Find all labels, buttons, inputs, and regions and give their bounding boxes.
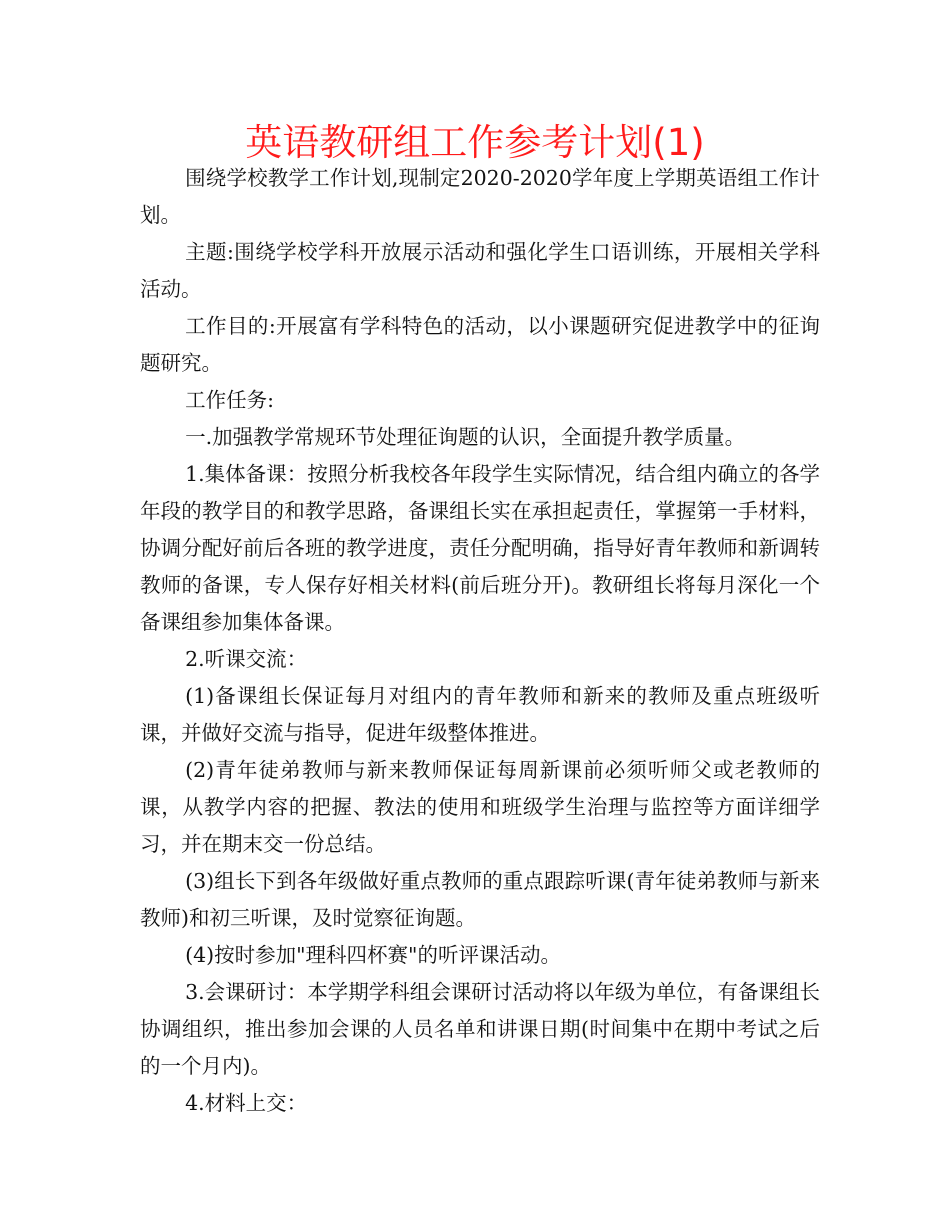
- document-title: 英语教研组工作参考计划(1): [245, 121, 705, 164]
- paragraph-item-4: (4)按时参加"理科四杯赛"的听评课活动。: [185, 943, 561, 967]
- paragraph-goal: 工作目的:开展富有学科特色的活动，以小课题研究促进教学中的征询题研究。: [140, 314, 820, 375]
- paragraph-item-2: (2)青年徒弟教师与新来教师保证每周新课前必须听师父或老教师的课，从教学内容的把握、教法的使用和班级学生治理与监控等方面详细学习，并在期末交一份总结。: [140, 758, 820, 856]
- paragraph-intro: 围绕学校教学工作计划,现制定2020-2020学年度上学期英语组工作计划。: [140, 166, 820, 227]
- document-body: [140, 160, 820, 1122]
- paragraph-item-3: (3)组长下到各年级做好重点教师的重点跟踪听课(青年徒弟教师与新来教师)和初三听课，及时觉察征询题。: [140, 869, 820, 930]
- paragraph-lesson-observation: 2.听课交流：: [185, 647, 308, 671]
- paragraph-theme: 主题:围绕学校学科开放展示活动和强化学生口语训练，开展相关学科活动。: [140, 240, 820, 301]
- paragraph-materials: 4.材料上交：: [185, 1091, 308, 1115]
- paragraph-collective-prep: 1.集体备课：按照分析我校各年段学生实际情况，结合组内确立的各学年段的教学目的和教学思路，备课组长实在承担起责任，掌握第一手材料，协调分配好前后各班的教学进度，责任分配明确，指导好青年教师和新调转教师的备课，专人保存好相关材料(前后班分开)。教研组长将每月深化一个备课组参加集体备课。: [140, 462, 820, 634]
- paragraph-section-one: 一.加强教学常规环节处理征询题的认识，全面提升教学质量。: [185, 425, 746, 449]
- paragraph-lesson-seminar: 3.会课研讨：本学期学科组会课研讨活动将以年级为单位，有备课组长协调组织，推出参加会课的人员名单和讲课日期(时间集中在期中考试之后的一个月内)。: [140, 980, 820, 1078]
- paragraph-tasks-heading: 工作任务:: [185, 388, 275, 412]
- paragraph-item-1: (1)备课组长保证每月对组内的青年教师和新来的教师及重点班级听课，并做好交流与指导，促进年级整体推进。: [140, 684, 820, 745]
